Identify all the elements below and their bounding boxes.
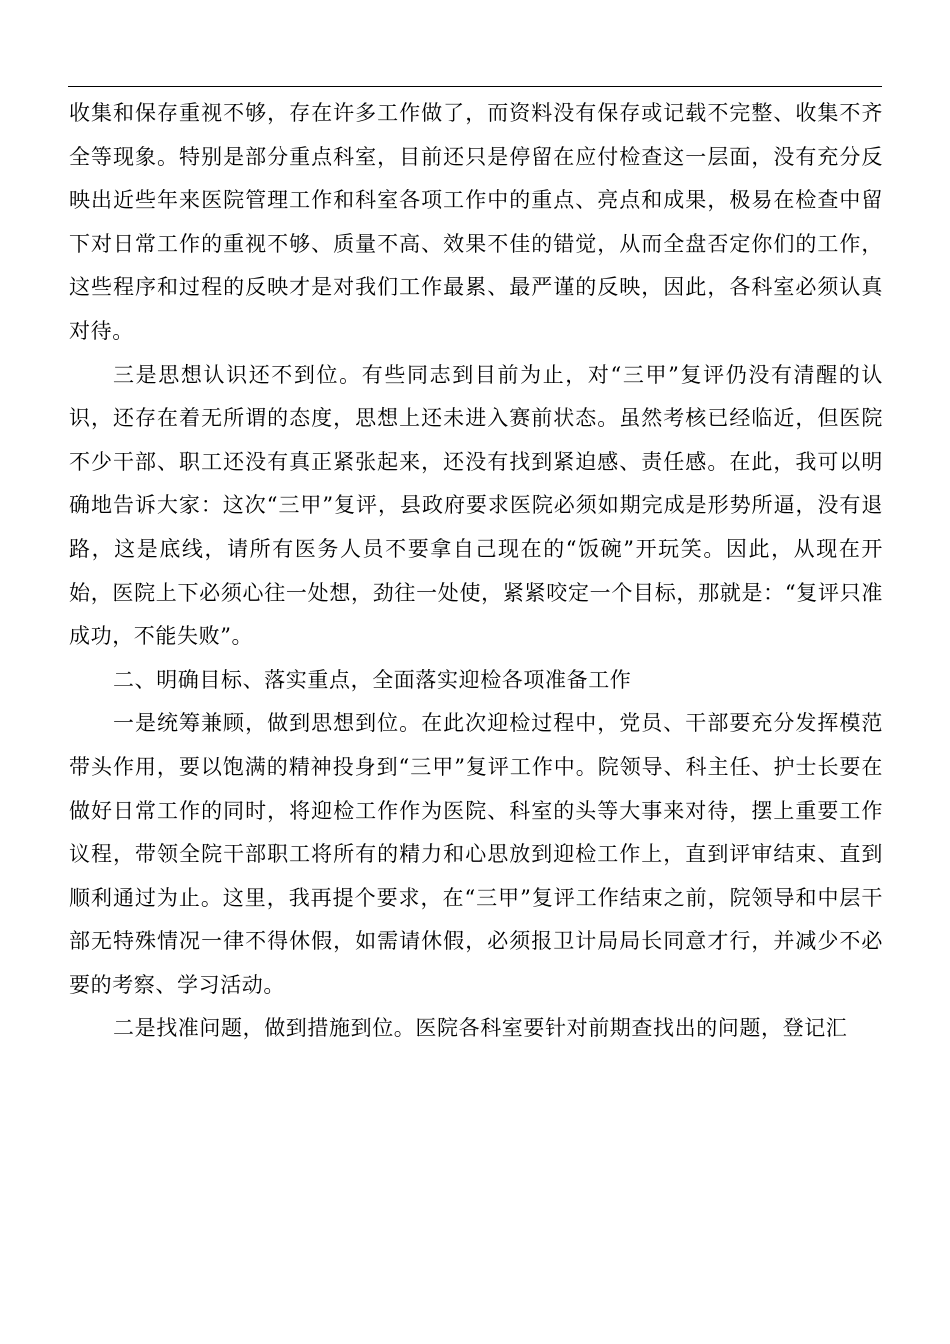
paragraph-coordination: 一是统筹兼顾，做到思想到位。在此次迎检过程中，党员、干部要充分发挥模范带头作用，要以饱满的精神投身到“三甲”复评工作中。院领导、科主任、护士长要在做好日常工作的同时，将迎检工作作为医院、科室的头等大事来对待，摆上重要工作议程，带领全院干部职工将所有的精力和心思放到迎检工作上，直到评审结束、直到顺利通过为止。这里，我再提个要求，在“三甲”复评工作结束之前，院领导和中层干部无特殊情况一律不得休假，如需请休假，必须报卫计局局长同意才行，并减少不必要的考察、学习活动。 xyxy=(69,711,883,997)
section-heading: 二、明确目标、落实重点，全面落实迎检各项准备工作 xyxy=(113,667,632,692)
document-body xyxy=(69,92,883,1051)
paragraph-awareness: 三是思想认识还不到位。有些同志到目前为止，对“三甲”复评仍没有清醒的认识，还存在着无所谓的态度，思想上还未进入赛前状态。虽然考核已经临近，但医院不少干部、职工还没有真正紧张起来，还没有找到紧迫感、责任感。在此，我可以明确地告诉大家：这次“三甲”复评，县政府要求医院必须如期完成是形势所逼，没有退路，这是底线，请所有医务人员不要拿自己现在的“饭碗”开玩笑。因此，从现在开始，医院上下必须心往一处想，劲往一处使，紧紧咬定一个目标，那就是：“复评只准成功，不能失败”。 xyxy=(69,362,883,649)
header-rule xyxy=(68,86,882,87)
paragraph-measures: 二是找准问题，做到措施到位。医院各科室要针对前期查找出的问题，登记汇 xyxy=(113,1016,848,1041)
paragraph-continuation: 收集和保存重视不够，存在许多工作做了，而资料没有保存或记载不完整、收集不齐全等现象。特别是部分重点科室，目前还只是停留在应付检查这一层面，没有充分反映出近些年来医院管理工作和科室各项工作中的重点、亮点和成果，极易在检查中留下对日常工作的重视不够、质量不高、效果不佳的错觉，从而全盘否定你们的工作，这些程序和过程的反映才是对我们工作最累、最严谨的反映，因此，各科室必须认真对待。 xyxy=(69,101,883,343)
